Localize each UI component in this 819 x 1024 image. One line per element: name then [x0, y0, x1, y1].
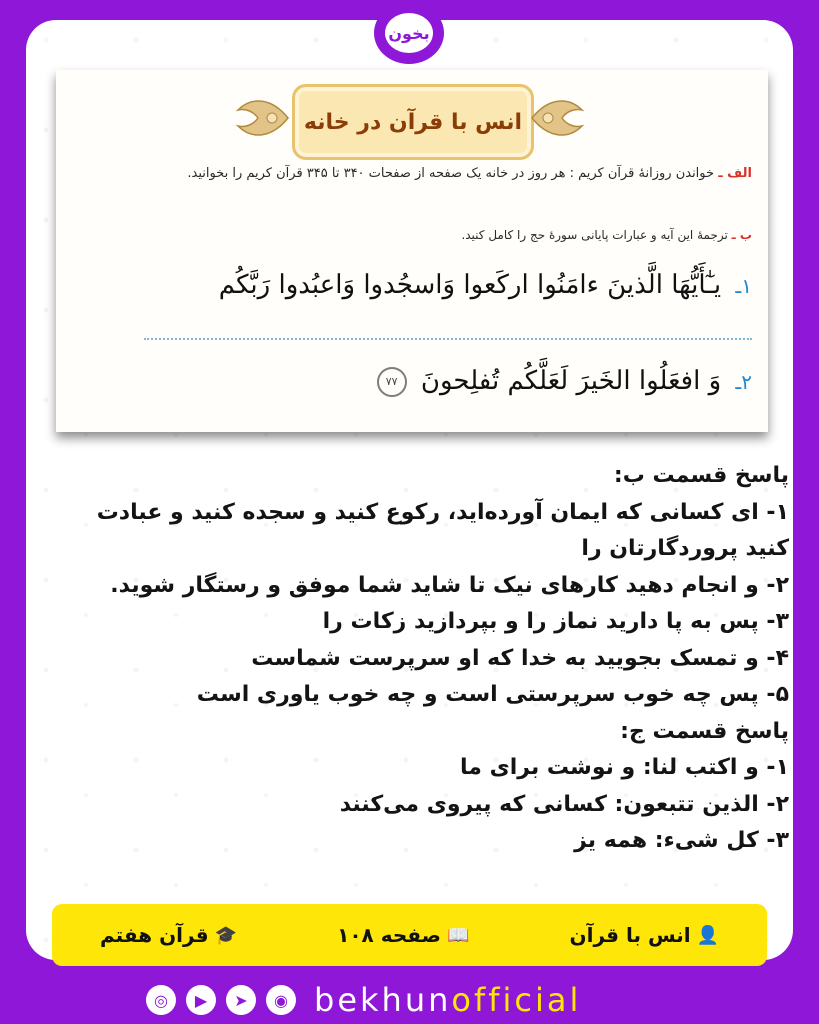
answer-line: ۳- کل شیء: همه یز	[574, 828, 789, 853]
graduation-cap-icon: 🎓	[214, 924, 237, 946]
footer-lesson	[570, 923, 719, 947]
be-text: ترجمهٔ این آیه و عبارات پایانی سورهٔ حج را کامل کنید.	[461, 228, 728, 242]
ornament-right-icon	[530, 88, 588, 148]
be-label: ب ـ	[731, 228, 752, 242]
book-title: انس با قرآن در خانه	[303, 109, 523, 135]
book-page-image	[56, 70, 768, 432]
youtube-icon[interactable]: ▶	[186, 985, 216, 1015]
footer-grade-text: قرآن هفتم	[100, 923, 209, 947]
lesson-title-plaque	[292, 84, 534, 160]
brand-accent: official	[451, 981, 582, 1019]
footer-info-bar	[52, 904, 767, 966]
brand-main: bekhun	[314, 981, 452, 1019]
alef-text: خواندن روزانهٔ قرآن کریم : هر روز در خانه یک صفحه از صفحات ۳۴۰ تا ۳۴۵ قرآن کریم را بخوانید.	[187, 166, 715, 181]
verse-1	[219, 270, 752, 300]
instruction-be	[461, 228, 752, 242]
brand-name[interactable]	[314, 981, 581, 1019]
verse-end-marker: ۷۷	[377, 367, 407, 397]
answer-line: ۵- پس چه خوب سرپرستی است و چه خوب یاوری است	[196, 682, 789, 707]
answer-line: ۳- پس به پا دارید نماز را و بپردازید زکات را	[322, 609, 789, 634]
verse-2	[377, 366, 752, 397]
logo-text: بخون	[385, 13, 433, 53]
footer-page-text: صفحه ۱۰۸	[337, 923, 441, 947]
verse-2-text: وَ افعَلُوا الخَیرَ لَعَلَّکُم تُفلِحونَ	[420, 366, 722, 396]
verse-1-number: ۱ـ	[735, 274, 752, 298]
answer-heading-b: پاسخ قسمت ب:	[613, 463, 789, 488]
answer-line: کنید پروردگارتان را	[581, 536, 789, 561]
student-icon: 👤	[696, 924, 719, 946]
footer-grade	[100, 923, 237, 947]
instagram-icon[interactable]: ◉	[266, 985, 296, 1015]
verse-2-number: ۲ـ	[735, 370, 752, 394]
dotted-answer-line	[144, 338, 752, 340]
answer-line: ۱- و اکتب لنا: و نوشت برای ما	[460, 755, 789, 780]
footer-lesson-text: انس با قرآن	[569, 923, 691, 947]
verse-1-text: یـٰٓأَیُّهَا الَّذینَ ءامَنُوا ارکَعوا وَاسجُدوا وَاعبُدوا رَبَّکُم	[218, 270, 722, 300]
answers-section	[49, 458, 789, 860]
answer-line: ۱- ای کسانی که ایمان آورده‌اید، رکوع کنید و سجده کنید و عبادت	[96, 499, 789, 525]
film-icon[interactable]: ◎	[146, 985, 176, 1015]
alef-label: الف ـ	[718, 166, 752, 181]
footer-page	[337, 923, 469, 947]
open-book-icon: 📖	[446, 924, 470, 946]
bekhun-logo[interactable]	[374, 2, 444, 64]
social-bar	[146, 980, 686, 1020]
instruction-alef	[187, 166, 752, 181]
answer-line: ۲- و انجام دهید کارهای نیک تا شاید شما موفق و رستگار شوید.	[110, 572, 789, 598]
answer-line: ۲- الذین تتبعون: کسانی که پیروی می‌کنند	[339, 791, 789, 817]
ornament-left-icon	[232, 88, 290, 148]
answer-line: ۴- و تمسک بجویید به خدا که او سرپرست شماست	[251, 645, 789, 671]
telegram-icon[interactable]: ➤	[226, 985, 256, 1015]
answer-heading-j: پاسخ قسمت ج:	[620, 718, 789, 744]
